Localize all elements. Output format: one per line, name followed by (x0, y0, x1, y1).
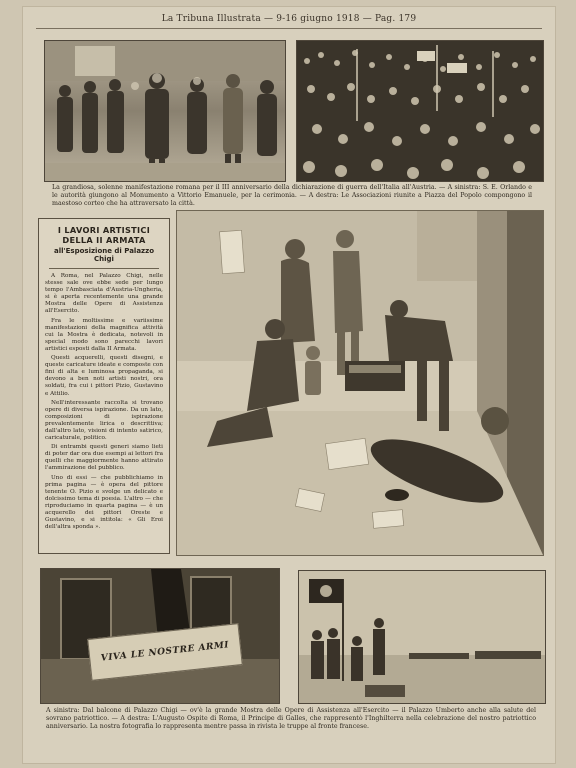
article-box (38, 218, 170, 554)
header-rule (36, 28, 542, 29)
photo-palazzo-chigi-balcony (40, 568, 280, 704)
photo-piazza-del-popolo (296, 40, 544, 182)
banner-text: VIVA LE NOSTRE ARMI (100, 640, 230, 664)
photo-piazza-del-popolo-image (297, 41, 543, 181)
article-title: I LAVORI ARTISTICI DELLA II ARMATA (57, 225, 151, 245)
illustration-artwork-image (177, 211, 543, 555)
bottom-caption: A sinistra: Dal balcone di Palazzo Chigi — ov'è la grande Mostra delle Opere di Assistenza all'Esercito — il Palazzo Umberto anche alla salute del sovrano patriottico. — A destra: L'Augusto Ospite di Roma, il Principe di Galles, che rappresentò l'Inghilterra nella celebrazione del nostro patriottico anniversario. La nostra fotografia lo rappresenta mentre passa in rivista le truppe al fronte francese. (46, 707, 536, 730)
article-paragraph: Di entrambi questi generi siamo lieti di poter dar ora due esempi ai lettori fra quelli che maggiormente hanno attirato l'ammirazione del pubblico. (45, 444, 163, 472)
article-paragraph: Questi acquerelli, questi disegni, e queste caricature ideate e composte con fini di alta e luminosa propaganda, si devono a ben noti artisti nostri, ora soldati, fra cui i pittori Pizio, Gustavino e Attilio. (45, 355, 163, 397)
photo-prince-of-wales-review-image (299, 571, 545, 703)
article-paragraph: A Roma, nel Palazzo Chigi, nelle stesse sale ove ebbe sede per lungo tempo l'Ambasciata d'Austria-Ungheria, si è aperta recentemente una grande Mostra delle Opere di Assistenza all'Esercito. (45, 273, 163, 315)
photo-prince-of-wales-review (298, 570, 546, 704)
photo-orlando-ceremony-image (45, 41, 285, 181)
article-paragraph: Nell'interessante raccolta si trovano opere di diversa ispirazione. Da un lato, composizioni di ispirazione prevalentemente lirica o descrittiva; dall'altro lato, visioni di intento satirico, caricaturale, politico. (45, 399, 163, 442)
top-caption: La grandiosa, solenne manifestazione romana per il III anniversario della dichiarazione di guerra dell'Italia all'Austria. — A sinistra: S. E. Orlando e le autorità giungono al Monumento a Vittorio Emanuele, per la cerimonia. — A destra: Le Associazioni riunite a Piazza del Popolo compongono il maestoso corteo che ha attraversato la città. (52, 184, 532, 207)
masthead: La Tribuna Illustrata — 9-16 giugno 1918 — Pag. 179 (161, 14, 417, 24)
article-separator (49, 268, 159, 269)
article-paragraph: Fra le moltissime e variissime manifestazioni della magnifica attività cui la Mostra è dedicata, notevoli in special modo sono parecchi lavori artistici esposti dalla II Armata. (45, 317, 163, 352)
article-paragraph: Uno di essi — che pubblichiamo in prima pagina — è opera del pittore tenente O. Pizio e svolge un delicato e dolcissimo tema di poesia. L'altro — che riproduciamo in quarta pagina — è un acquerello dei pittori Oreste e Gustavino, e si intitola: « Gli Eroi dell'altra sponda ». (45, 474, 163, 531)
photo-orlando-ceremony (44, 40, 286, 182)
illustration-artwork (176, 210, 544, 556)
article-subtitle: all'Esposizione di Palazzo Chigi (53, 247, 155, 263)
